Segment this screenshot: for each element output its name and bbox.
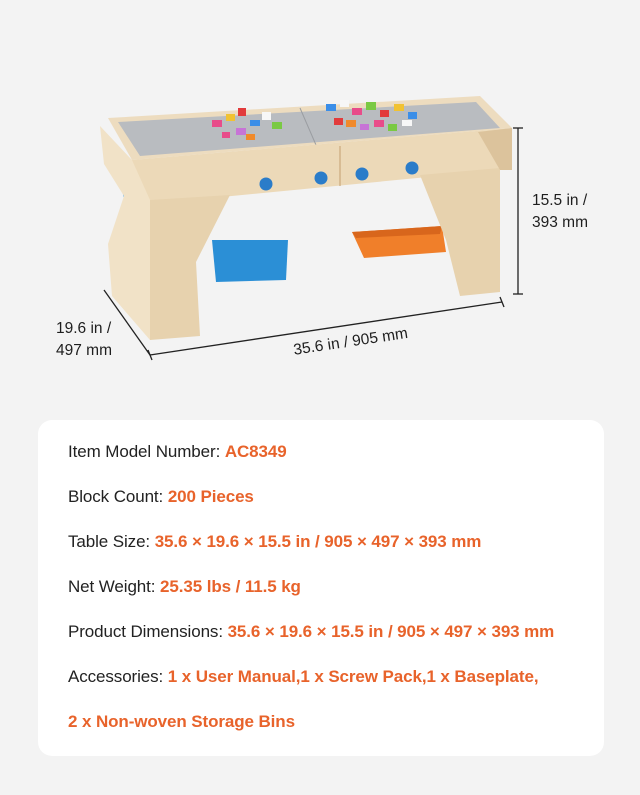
drawer-knob [260, 178, 273, 191]
spec-label: Block Count: [68, 487, 168, 506]
height-dimension [532, 190, 588, 234]
spec-label: Accessories: [68, 667, 168, 686]
spec-label: Product Dimensions: [68, 622, 228, 641]
drawer-knob [356, 168, 369, 181]
spec-accessories [68, 667, 538, 687]
spec-value: 35.6 × 19.6 × 15.5 in / 905 × 497 × 393 mm [154, 532, 482, 551]
spec-label: Net Weight: [68, 577, 161, 596]
drawer-knob [406, 162, 419, 175]
spec-net-weight [68, 577, 301, 597]
spec-block-count [68, 487, 254, 507]
width-dimension: 35.6 in / 905 mm [292, 324, 409, 359]
drawer-knob [315, 172, 328, 185]
depth-dimension [56, 318, 112, 362]
spec-value: 2 x Non-woven Storage Bins [68, 712, 295, 731]
spec-value: AC8349 [224, 442, 287, 461]
spec-label: Table Size: [68, 532, 155, 551]
depth-line-2: 497 mm [56, 342, 112, 359]
spec-model-number [68, 442, 287, 462]
blue-bin-back [212, 240, 288, 282]
height-line-2: 393 mm [532, 214, 588, 231]
spec-table-size [68, 532, 481, 552]
height-line-1: 15.5 in / [532, 192, 588, 209]
spec-value: 25.35 lbs / 11.5 kg [160, 577, 301, 596]
depth-line-1: 19.6 in / [56, 320, 112, 337]
spec-accessories-continued [68, 712, 295, 732]
spec-label: Item Model Number: [68, 442, 225, 461]
specs-card [38, 420, 604, 756]
spec-value: 35.6 × 19.6 × 15.5 in / 905 × 497 × 393 mm [227, 622, 555, 641]
spec-product-dimensions [68, 622, 554, 642]
spec-value: 200 Pieces [167, 487, 254, 506]
spec-value: 1 x User Manual,1 x Screw Pack,1 x Baseplate, [167, 667, 539, 686]
